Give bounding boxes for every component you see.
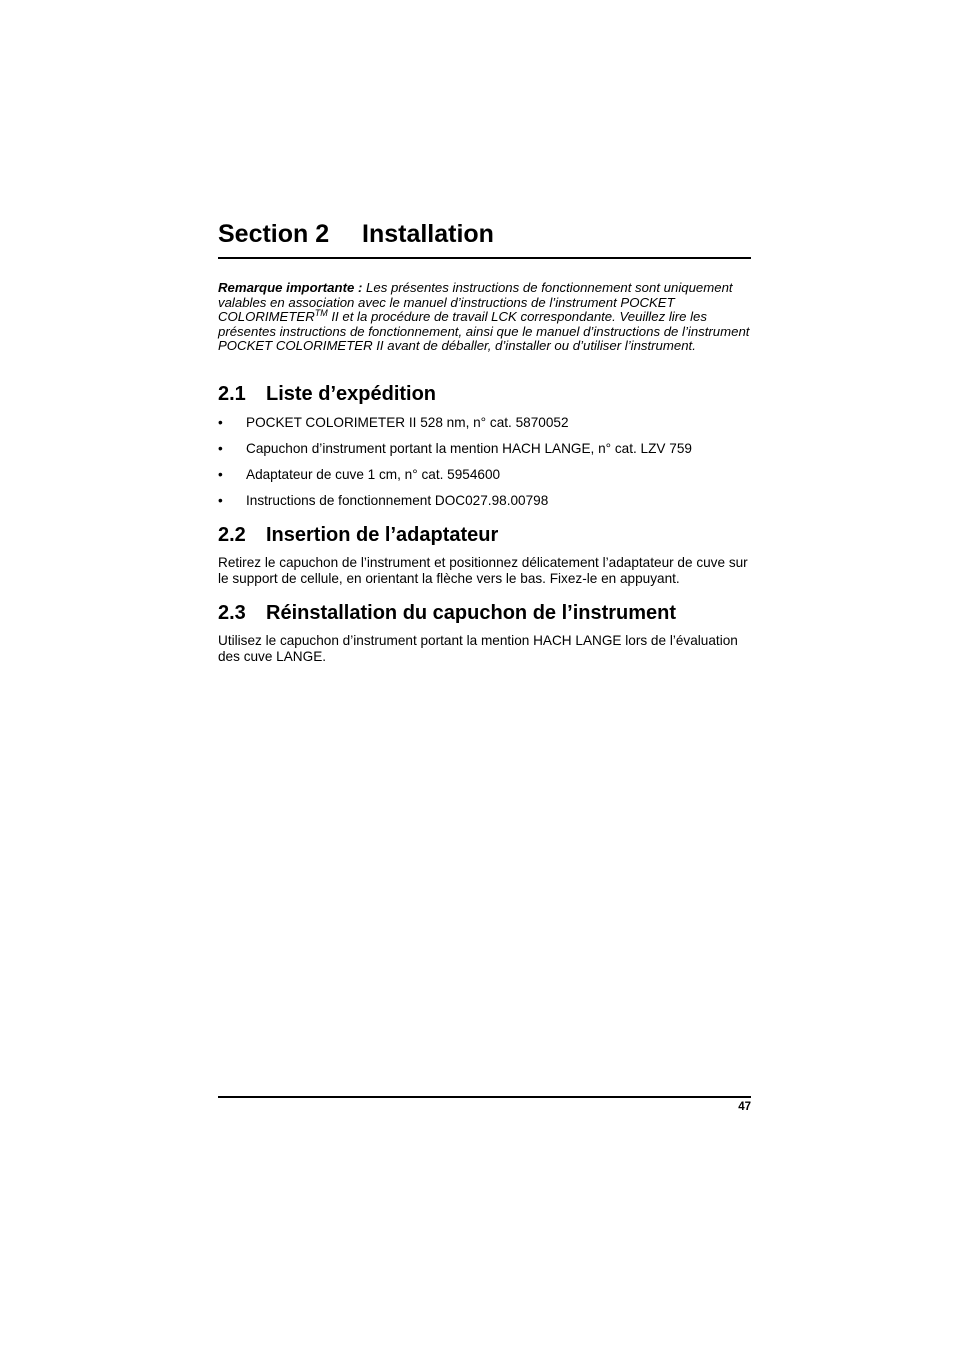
section-title bbox=[218, 219, 751, 249]
list-item bbox=[218, 492, 751, 510]
bullet-icon: • bbox=[218, 467, 223, 482]
subsection-title: Liste d’expédition bbox=[266, 383, 437, 405]
subsection-title: Réinstallation du capuchon de l’instrument bbox=[266, 602, 677, 624]
bullet-icon: • bbox=[218, 493, 223, 508]
subsection-heading-2-3 bbox=[218, 601, 676, 625]
shipping-list bbox=[218, 414, 751, 518]
title-rule bbox=[218, 257, 751, 259]
list-item-text: Instructions de fonctionnement DOC027.98.00798 bbox=[246, 493, 549, 508]
list-item-text: POCKET COLORIMETER II 528 nm, n° cat. 5870052 bbox=[246, 415, 569, 430]
list-item bbox=[218, 466, 751, 484]
note-text-part2: II et la procédure de travail LCK correspondante. Veuillez lire les présentes instructions de fonctionnement, ainsi que le manuel d’instructions de l’instrument POCKET COLORIMETER II avant de déballer, d’installer ou d’utiliser l’instrument. bbox=[218, 309, 750, 354]
section-number: Section 2 bbox=[218, 220, 330, 248]
trademark-superscript: TM bbox=[314, 308, 328, 319]
bullet-icon: • bbox=[218, 415, 223, 430]
note-label: Remarque importante : bbox=[218, 280, 363, 295]
subsection-title: Insertion de l’adaptateur bbox=[266, 524, 499, 546]
subsection-number: 2.1 bbox=[218, 383, 246, 405]
note-text-part1: Les présentes instructions de fonctionnement sont uniquement valables en association avec le manuel d’instructions de l’instrument POCKET COLORIMETER bbox=[218, 280, 733, 325]
list-item bbox=[218, 414, 751, 432]
page-number: 47 bbox=[738, 1101, 751, 1113]
list-item-text: Capuchon d’instrument portant la mention HACH LANGE, n° cat. LZV 759 bbox=[246, 441, 692, 456]
bullet-icon: • bbox=[218, 441, 223, 456]
important-note bbox=[218, 281, 751, 354]
subsection-number: 2.3 bbox=[218, 602, 246, 624]
section-title-text: Installation bbox=[362, 220, 494, 248]
adapter-paragraph: Retirez le capuchon de l’instrument et positionnez délicatement l’adaptateur de cuve sur le support de cellule, en orientant la flèche vers le bas. Fixez-le en appuyant. bbox=[218, 555, 748, 586]
list-item bbox=[218, 440, 751, 458]
subsection-number: 2.2 bbox=[218, 524, 246, 546]
subsection-heading-2-1 bbox=[218, 382, 436, 406]
cap-paragraph: Utilisez le capuchon d’instrument portant la mention HACH LANGE lors de l’évaluation des cuve LANGE. bbox=[218, 633, 738, 664]
footer-rule bbox=[218, 1096, 751, 1098]
list-item-text: Adaptateur de cuve 1 cm, n° cat. 5954600 bbox=[246, 467, 501, 482]
subsection-heading-2-2 bbox=[218, 523, 498, 547]
